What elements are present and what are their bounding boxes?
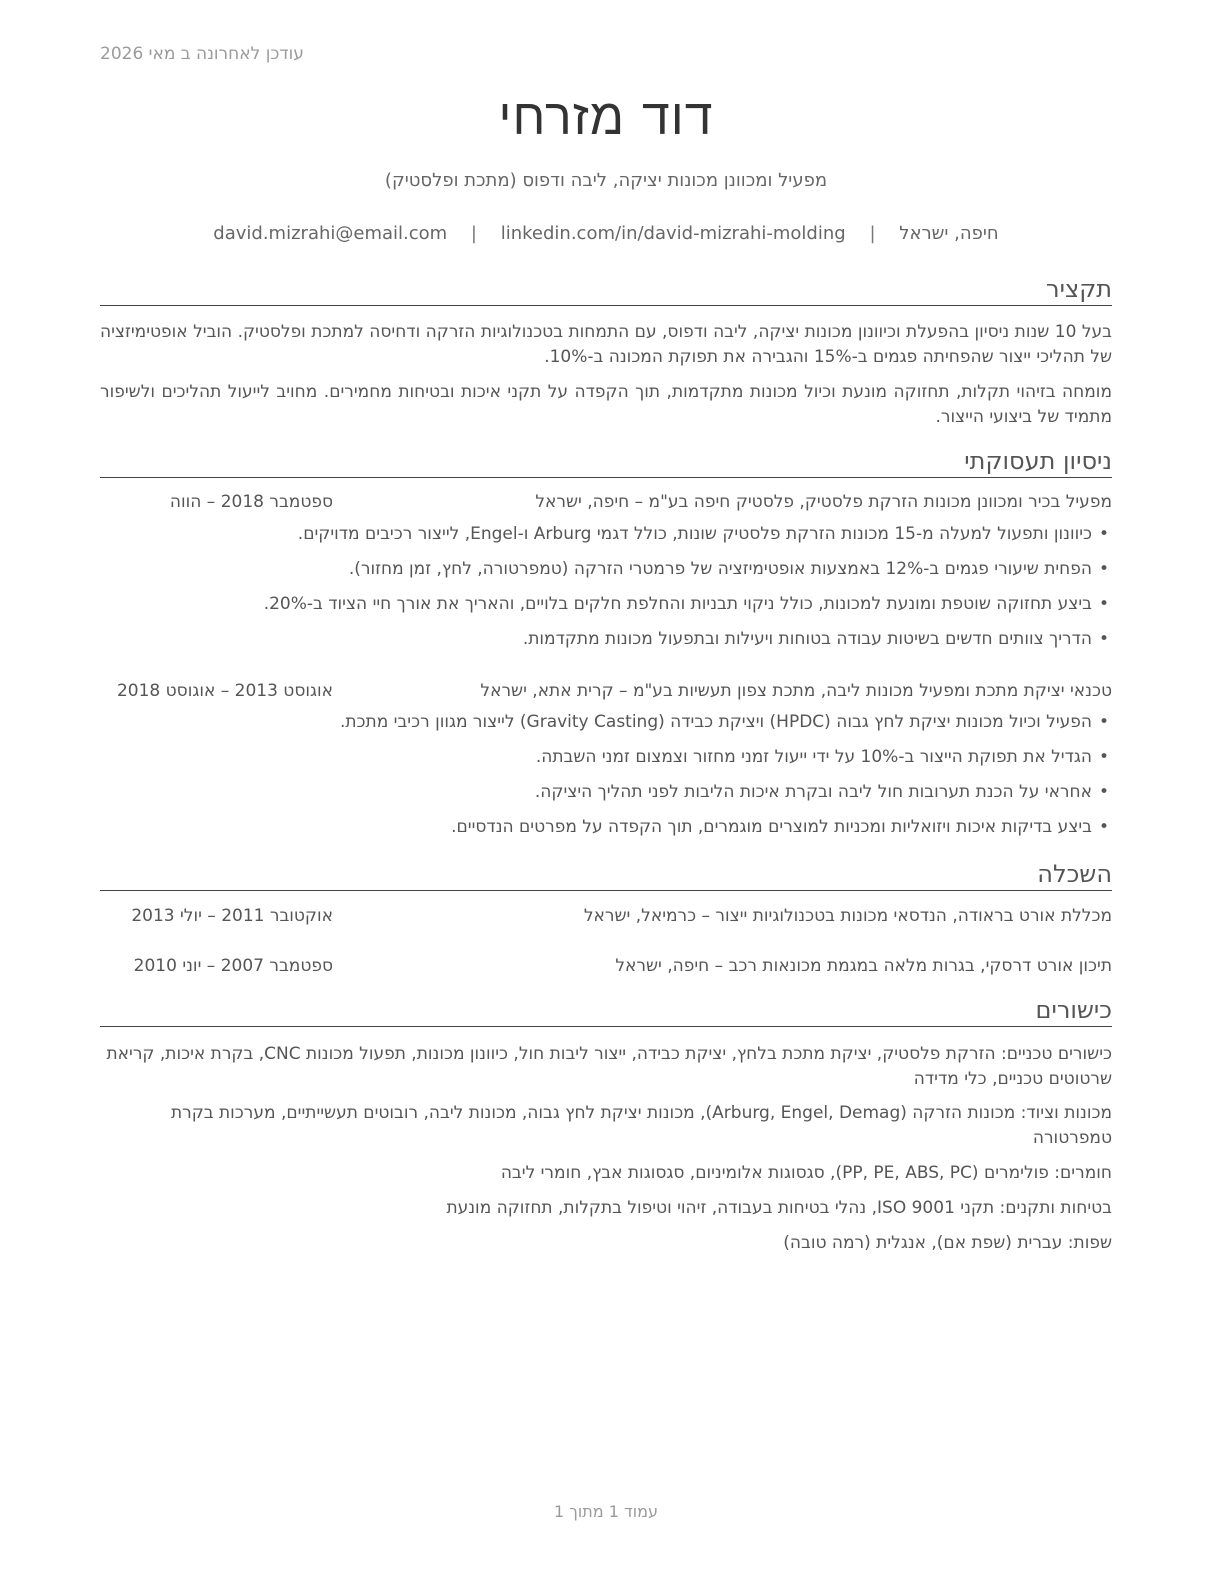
job-bullet	[100, 712, 1112, 732]
contact-location: חיפה, ישראל	[899, 223, 999, 244]
candidate-subtitle: מפעיל ומכוונן מכונות יציקה, ליבה ודפוס (מתכת ופלסטיק)	[384, 170, 828, 191]
bullet-dot: •	[1098, 594, 1110, 614]
education-dates: אוקטובר 2011 – יולי 2013	[131, 906, 333, 926]
candidate-name: דוד מזרחי	[498, 88, 714, 146]
bullet-text: הגדיל את תפוקת הייצור ב-10% על ידי ייעול זמני מחזור וצמצום זמני השבתה.	[535, 747, 1092, 767]
bullet-dot: •	[1098, 782, 1110, 802]
experience-heading: ניסיון תעסוקתי	[100, 447, 1112, 478]
contact-linkedin[interactable]: linkedin.com/in/david-mizrahi-molding	[500, 223, 846, 244]
contact-line	[100, 223, 1112, 244]
contact-email[interactable]: david.mizrahi@email.com	[213, 223, 448, 244]
skill-line: חומרים: פולימרים (PP, PE, ABS, PC), סגסוגות אלומיניום, סגסוגות אבץ, חומרי ליבה	[500, 1163, 1112, 1183]
skill-line: בטיחות ותקנים: תקני ISO 9001, נהלי בטיחות בעבודה, זיהוי וטיפול בתקלות, תחזוקה מונעת	[446, 1198, 1112, 1218]
contact-separator: |	[869, 223, 876, 244]
job-bullet	[100, 747, 1112, 767]
bullet-text: הפחית שיעורי פגמים ב-12% באמצעות אופטימיזציה של פרמטרי הזרקה (טמפרטורה, לחץ, זמן מחזור).	[348, 559, 1092, 579]
education-dates: ספטמבר 2007 – יוני 2010	[133, 956, 333, 976]
job-dates: ספטמבר 2018 – הווה	[169, 492, 333, 512]
bullet-dot: •	[1098, 747, 1110, 767]
job-bullet	[100, 594, 1112, 614]
job-bullet	[100, 629, 1112, 649]
bullet-dot: •	[1098, 817, 1110, 837]
education-institution: מכללת אורט בראודה, הנדסאי מכונות בטכנולוגיות ייצור – כרמיאל, ישראל	[583, 906, 1112, 926]
skill-line: מכונות וציוד: מכונות הזרקה (Arburg, Engel, Demag), מכונות יציקת לחץ גבוה, מכונות ליבה, רובוטים תעשייתיים, מערכות בקרת טמפרטורה	[170, 1103, 1112, 1148]
bullet-dot: •	[1098, 712, 1110, 732]
education-item	[100, 906, 1112, 932]
bullet-text: כיוונון ותפעול למעלה מ-15 מכונות הזרקת פלסטיק שונות, כולל דגמי Arburg ו-Engel, לייצור רכיבים מדויקים.	[297, 524, 1092, 544]
bullet-text: ביצע תחזוקה שוטפת ומונעת למכונות, כולל ניקוי תבניות והחלפת חלקים בלויים, והאריך את אורך חיי הציוד ב-20%.	[263, 594, 1092, 614]
bullet-text: הדריך צוותים חדשים בשיטות עבודה בטוחות ויעילות ובתפעול מכונות מתקדמות.	[522, 629, 1092, 649]
skills-heading: כישורים	[100, 996, 1112, 1027]
summary-paragraph-1: בעל 10 שנות ניסיון בהפעלת וכיוונון מכונות יציקה, ליבה ודפוס, עם התמחות בטכנולוגיות הזרקה ודחיסה למתכת ופלסטיק. הוביל אופטימיזציה של תהליכי ייצור שהפחיתה פגמים ב-15% והגבירה את תפוקת המכונה ב-10%.	[100, 322, 1112, 367]
education-item	[100, 956, 1112, 982]
bullet-dot: •	[1098, 559, 1110, 579]
bullet-dot: •	[1098, 629, 1110, 649]
bullet-text: אחראי על הכנת תערובות חול ליבה ובקרת איכות הליבות לפני תהליך היציקה.	[534, 782, 1092, 802]
resume-page	[100, 0, 1112, 1584]
job-header	[100, 681, 1112, 707]
bullet-text: ביצע בדיקות איכות ויזואליות ומכניות למוצרים מוגמרים, תוך הקפדה על מפרטים הנדסיים.	[451, 817, 1092, 837]
job-title: טכנאי יציקת מתכת ומפעיל מכונות ליבה, מתכת צפון תעשיות בע"מ – קרית אתא, ישראל	[480, 681, 1112, 701]
page-number: עמוד 1 מתוך 1	[554, 1502, 658, 1521]
job-dates: אוגוסט 2013 – אוגוסט 2018	[116, 681, 333, 701]
skill-line: שפות: עברית (שפת אם), אנגלית (רמה טובה)	[783, 1233, 1112, 1253]
job-bullet	[100, 782, 1112, 802]
job-title: מפעיל בכיר ומכוונן מכונות הזרקת פלסטיק, פלסטיק חיפה בע"מ – חיפה, ישראל	[535, 492, 1112, 512]
education-heading: השכלה	[100, 860, 1112, 891]
job-bullet	[100, 524, 1112, 544]
summary-heading: תקציר	[100, 275, 1112, 306]
bullet-dot: •	[1098, 524, 1110, 544]
contact-separator: |	[470, 223, 477, 244]
bullet-text: הפעיל וכיול מכונות יציקת לחץ גבוה (HPDC) ויציקת כבידה (Gravity Casting) לייצור מגוון רכיבי מתכת.	[339, 712, 1092, 732]
job-bullet	[100, 559, 1112, 579]
job-header	[100, 492, 1112, 518]
last-updated-note: עודכן לאחרונה ב מאי 2026	[100, 44, 304, 64]
education-institution: תיכון אורט דרסקי, בגרות מלאה במגמת מכונאות רכב – חיפה, ישראל	[615, 956, 1112, 976]
summary-paragraph-2: מומחה בזיהוי תקלות, תחזוקה מונעת וכיול מכונות מתקדמות, תוך הקפדה על תקני איכות ובטיחות מחמירים. מחויב לייעול תהליכים ולשיפור מתמיד של ביצועי הייצור.	[100, 382, 1112, 427]
job-bullet	[100, 817, 1112, 837]
skill-line: כישורים טכניים: הזרקת פלסטיק, יציקת מתכת בלחץ, יציקת כבידה, ייצור ליבות חול, כיוונון מכונות, תפעול מכונות CNC, בקרת איכות, קריאת שרטוטים טכניים, כלי מדידה	[106, 1044, 1112, 1089]
